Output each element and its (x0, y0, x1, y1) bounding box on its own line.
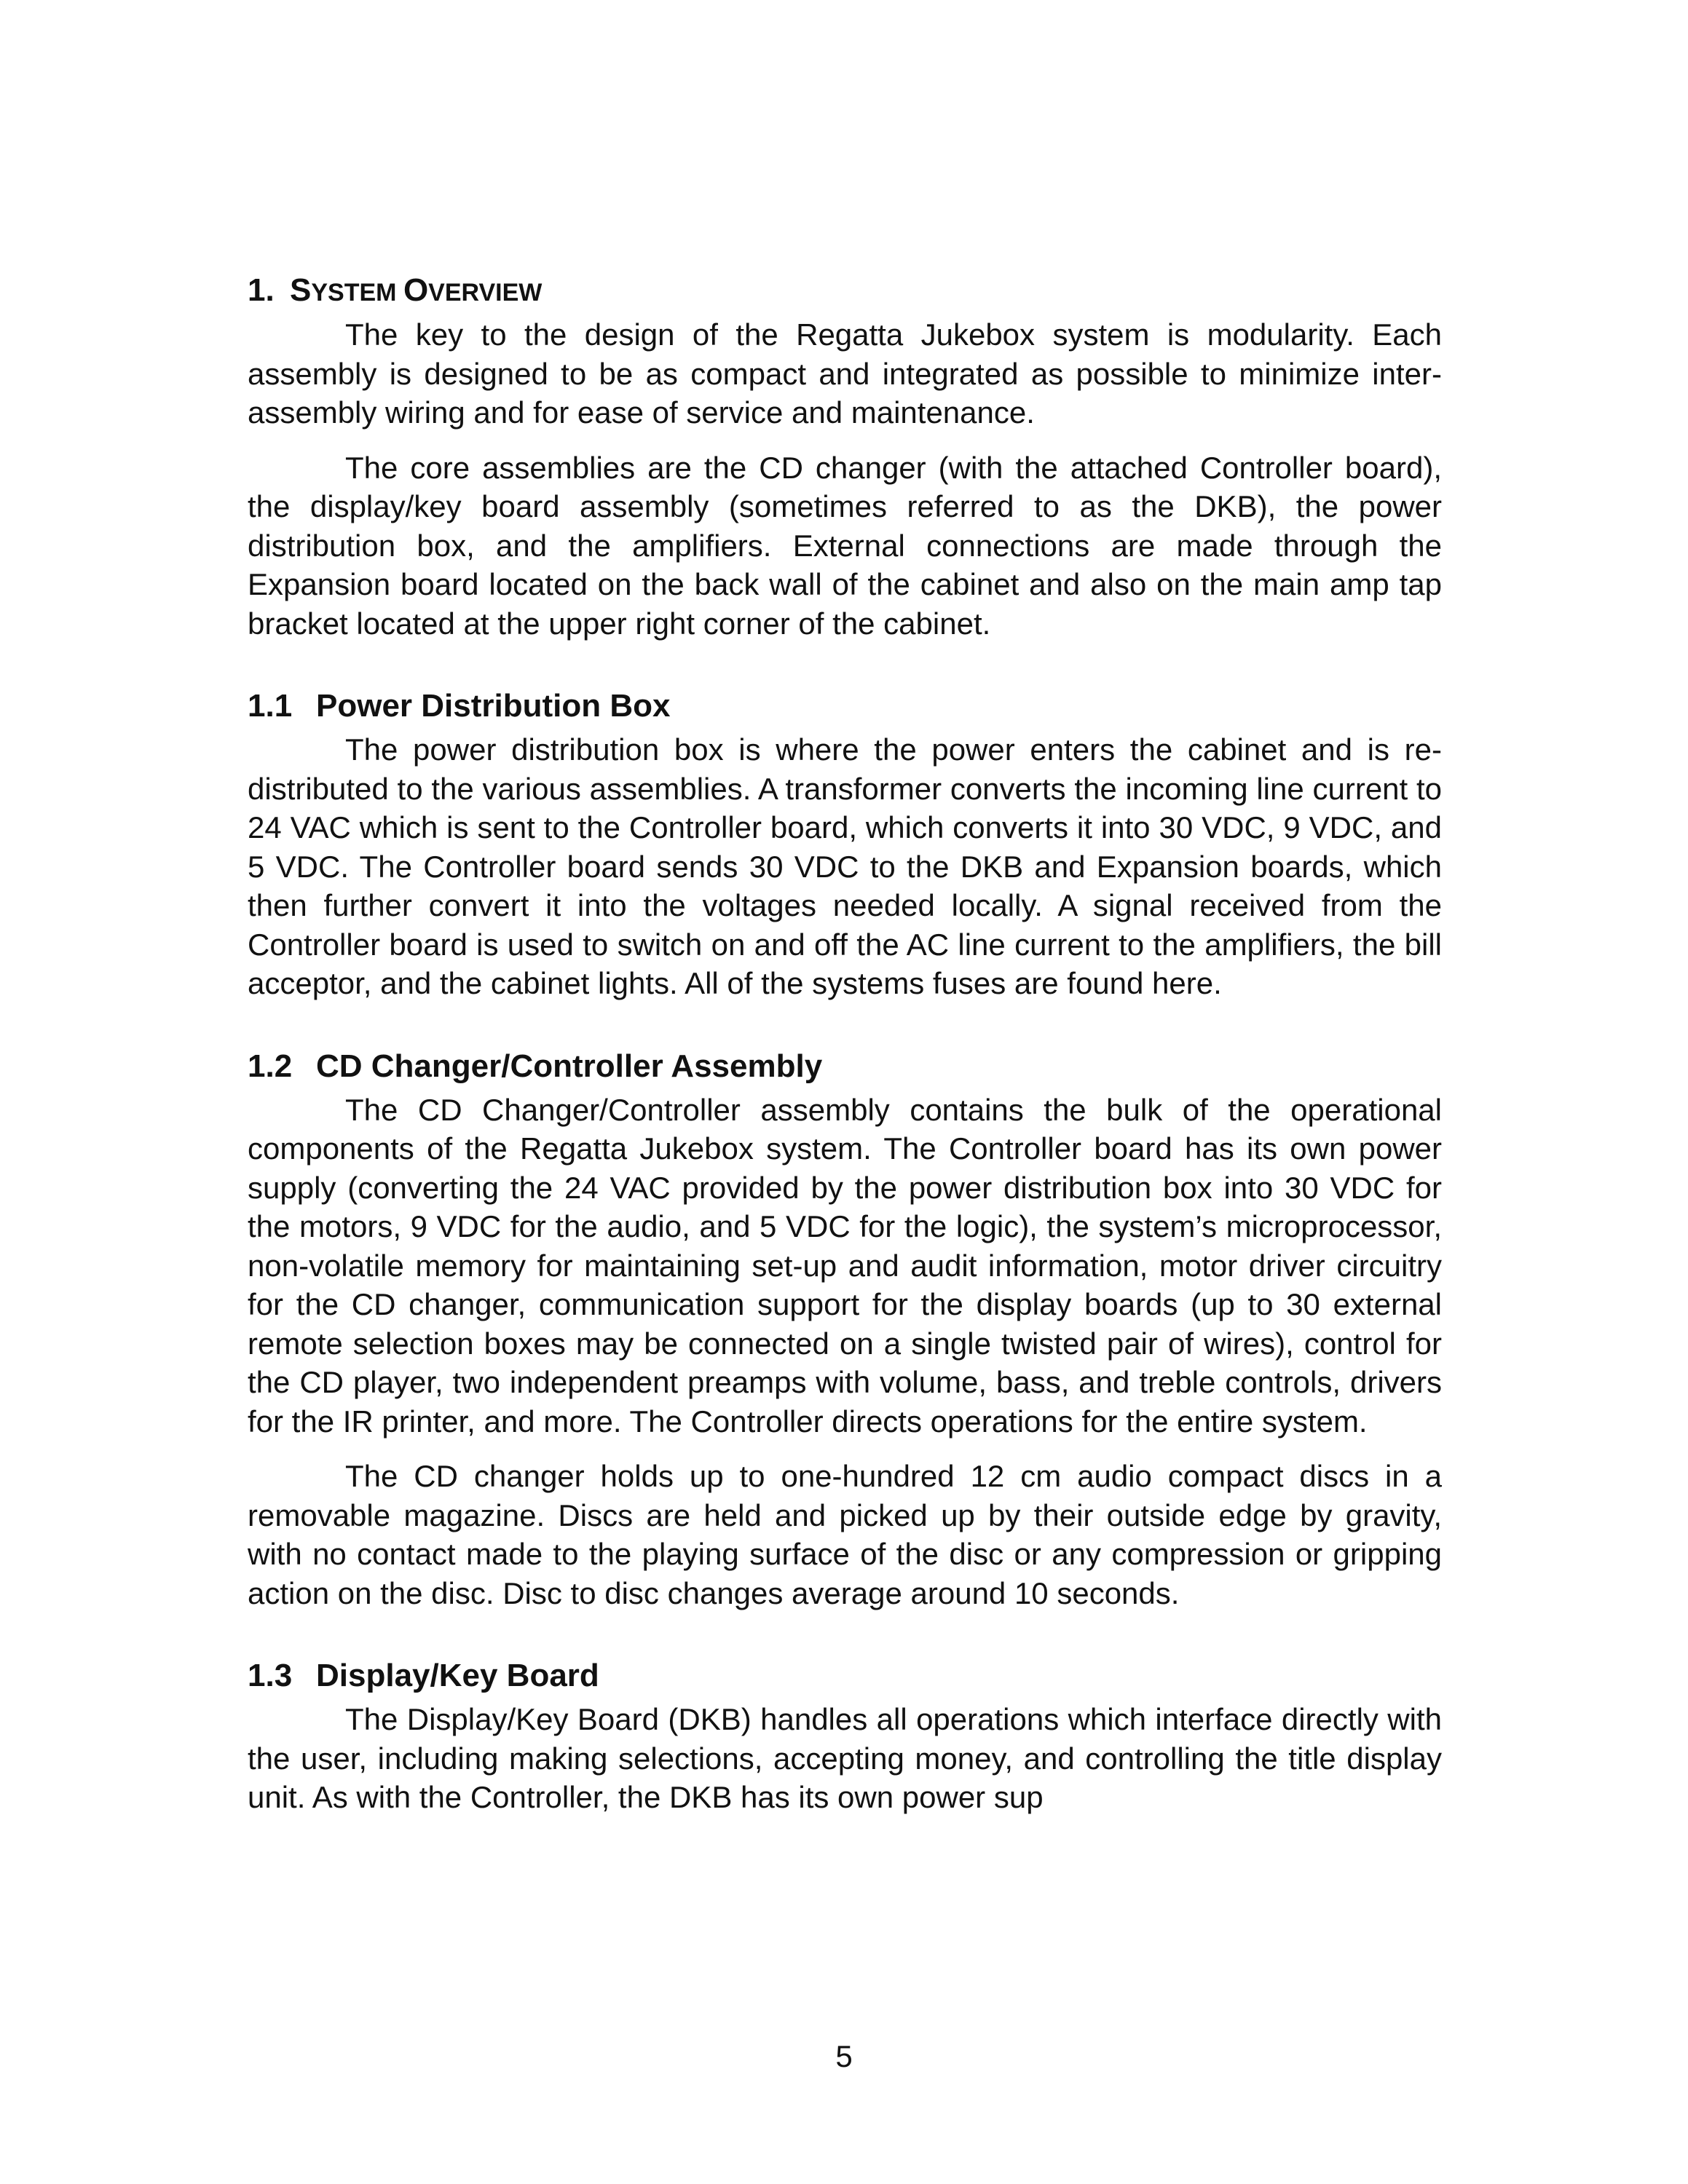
section-number: 1. (248, 272, 275, 308)
subsection-number: 1.2 (248, 1048, 293, 1084)
body-paragraph: The CD changer holds up to one-hundred 12 cm audio compact discs in a removable magazine. Discs are held and picked up by their outside edge by gravity, with no contact made to the playing surface of the disc or any compression or gripping action on the disc. Disc to disc changes average around 10 seconds. (248, 1459, 1442, 1610)
body-paragraph: The Display/Key Board (DKB) handles all operations which interface directly with the user, including making selections, accepting money, and controlling the title display unit. As with the Controller, the DKB has its own power sup (248, 1702, 1442, 1814)
body-paragraph: The power distribution box is where the power enters the cabinet and is re-distributed to the various assemblies. A transformer converts the incoming line current to 24 VAC which is sent to the Controller board, which converts it into 30 VDC, 9 VDC, and 5 VDC. The Controller board sends 30 VDC to the DKB and Expansion boards, which then further convert it into the voltages needed locally. A signal received from the Controller board is used to switch on and off the AC line current to the amplifiers, the bill acceptor, and the cabinet lights. All of the systems fuses are found here. (248, 732, 1442, 1000)
section-title-part: O (403, 272, 429, 308)
subsection-heading (248, 1047, 1442, 1086)
subsection-title: CD Changer/Controller Assembly (316, 1048, 823, 1084)
subsection-title: Power Distribution Box (316, 688, 671, 724)
body-paragraph: The core assemblies are the CD changer (with the attached Controller board), the display/key board assembly (sometimes referred to as the DKB), the power distribution box, and the amplifiers. External connections are made through the Expansion board located on the back wall of the cabinet and also on the main amp tap bracket located at the upper right corner of the cabinet. (248, 450, 1442, 641)
subsection-title: Display/Key Board (316, 1658, 599, 1693)
subsection-number: 1.3 (248, 1658, 293, 1693)
section-title-part: VERVIEW (428, 279, 543, 306)
section-title-part: S (290, 272, 312, 308)
subsection-heading (248, 1656, 1442, 1696)
document-page (248, 271, 1442, 1817)
subsection-heading (248, 687, 1442, 726)
body-paragraph: The CD Changer/Controller assembly contains the bulk of the operational components of the Regatta Jukebox system. The Controller board has its own power supply (converting the 24 VAC provided by the power distribution box into 30 VDC for the motors, 9 VDC for the audio, and 5 VDC for the logic), the system’s microprocessor, non-volatile memory for maintaining set-up and audit information, motor driver circuitry for the CD changer, communication support for the display boards (up to 30 external remote selection boxes may be connected on a single twisted pair of wires), control for the CD player, two independent preamps with volume, bass, and treble controls, drivers for the IR printer, and more. The Controller directs operations for the entire system. (248, 1092, 1442, 1439)
section-heading (248, 271, 1442, 312)
page-number: 5 (835, 2039, 853, 2073)
section-title-part: YSTEM (311, 279, 403, 306)
body-paragraph: The key to the design of the Regatta Jukebox system is modularity. Each assembly is designed to be as compact and integrated as possible to minimize inter-assembly wiring and for ease of service and maintenance. (248, 317, 1442, 430)
subsection-number: 1.1 (248, 688, 293, 724)
